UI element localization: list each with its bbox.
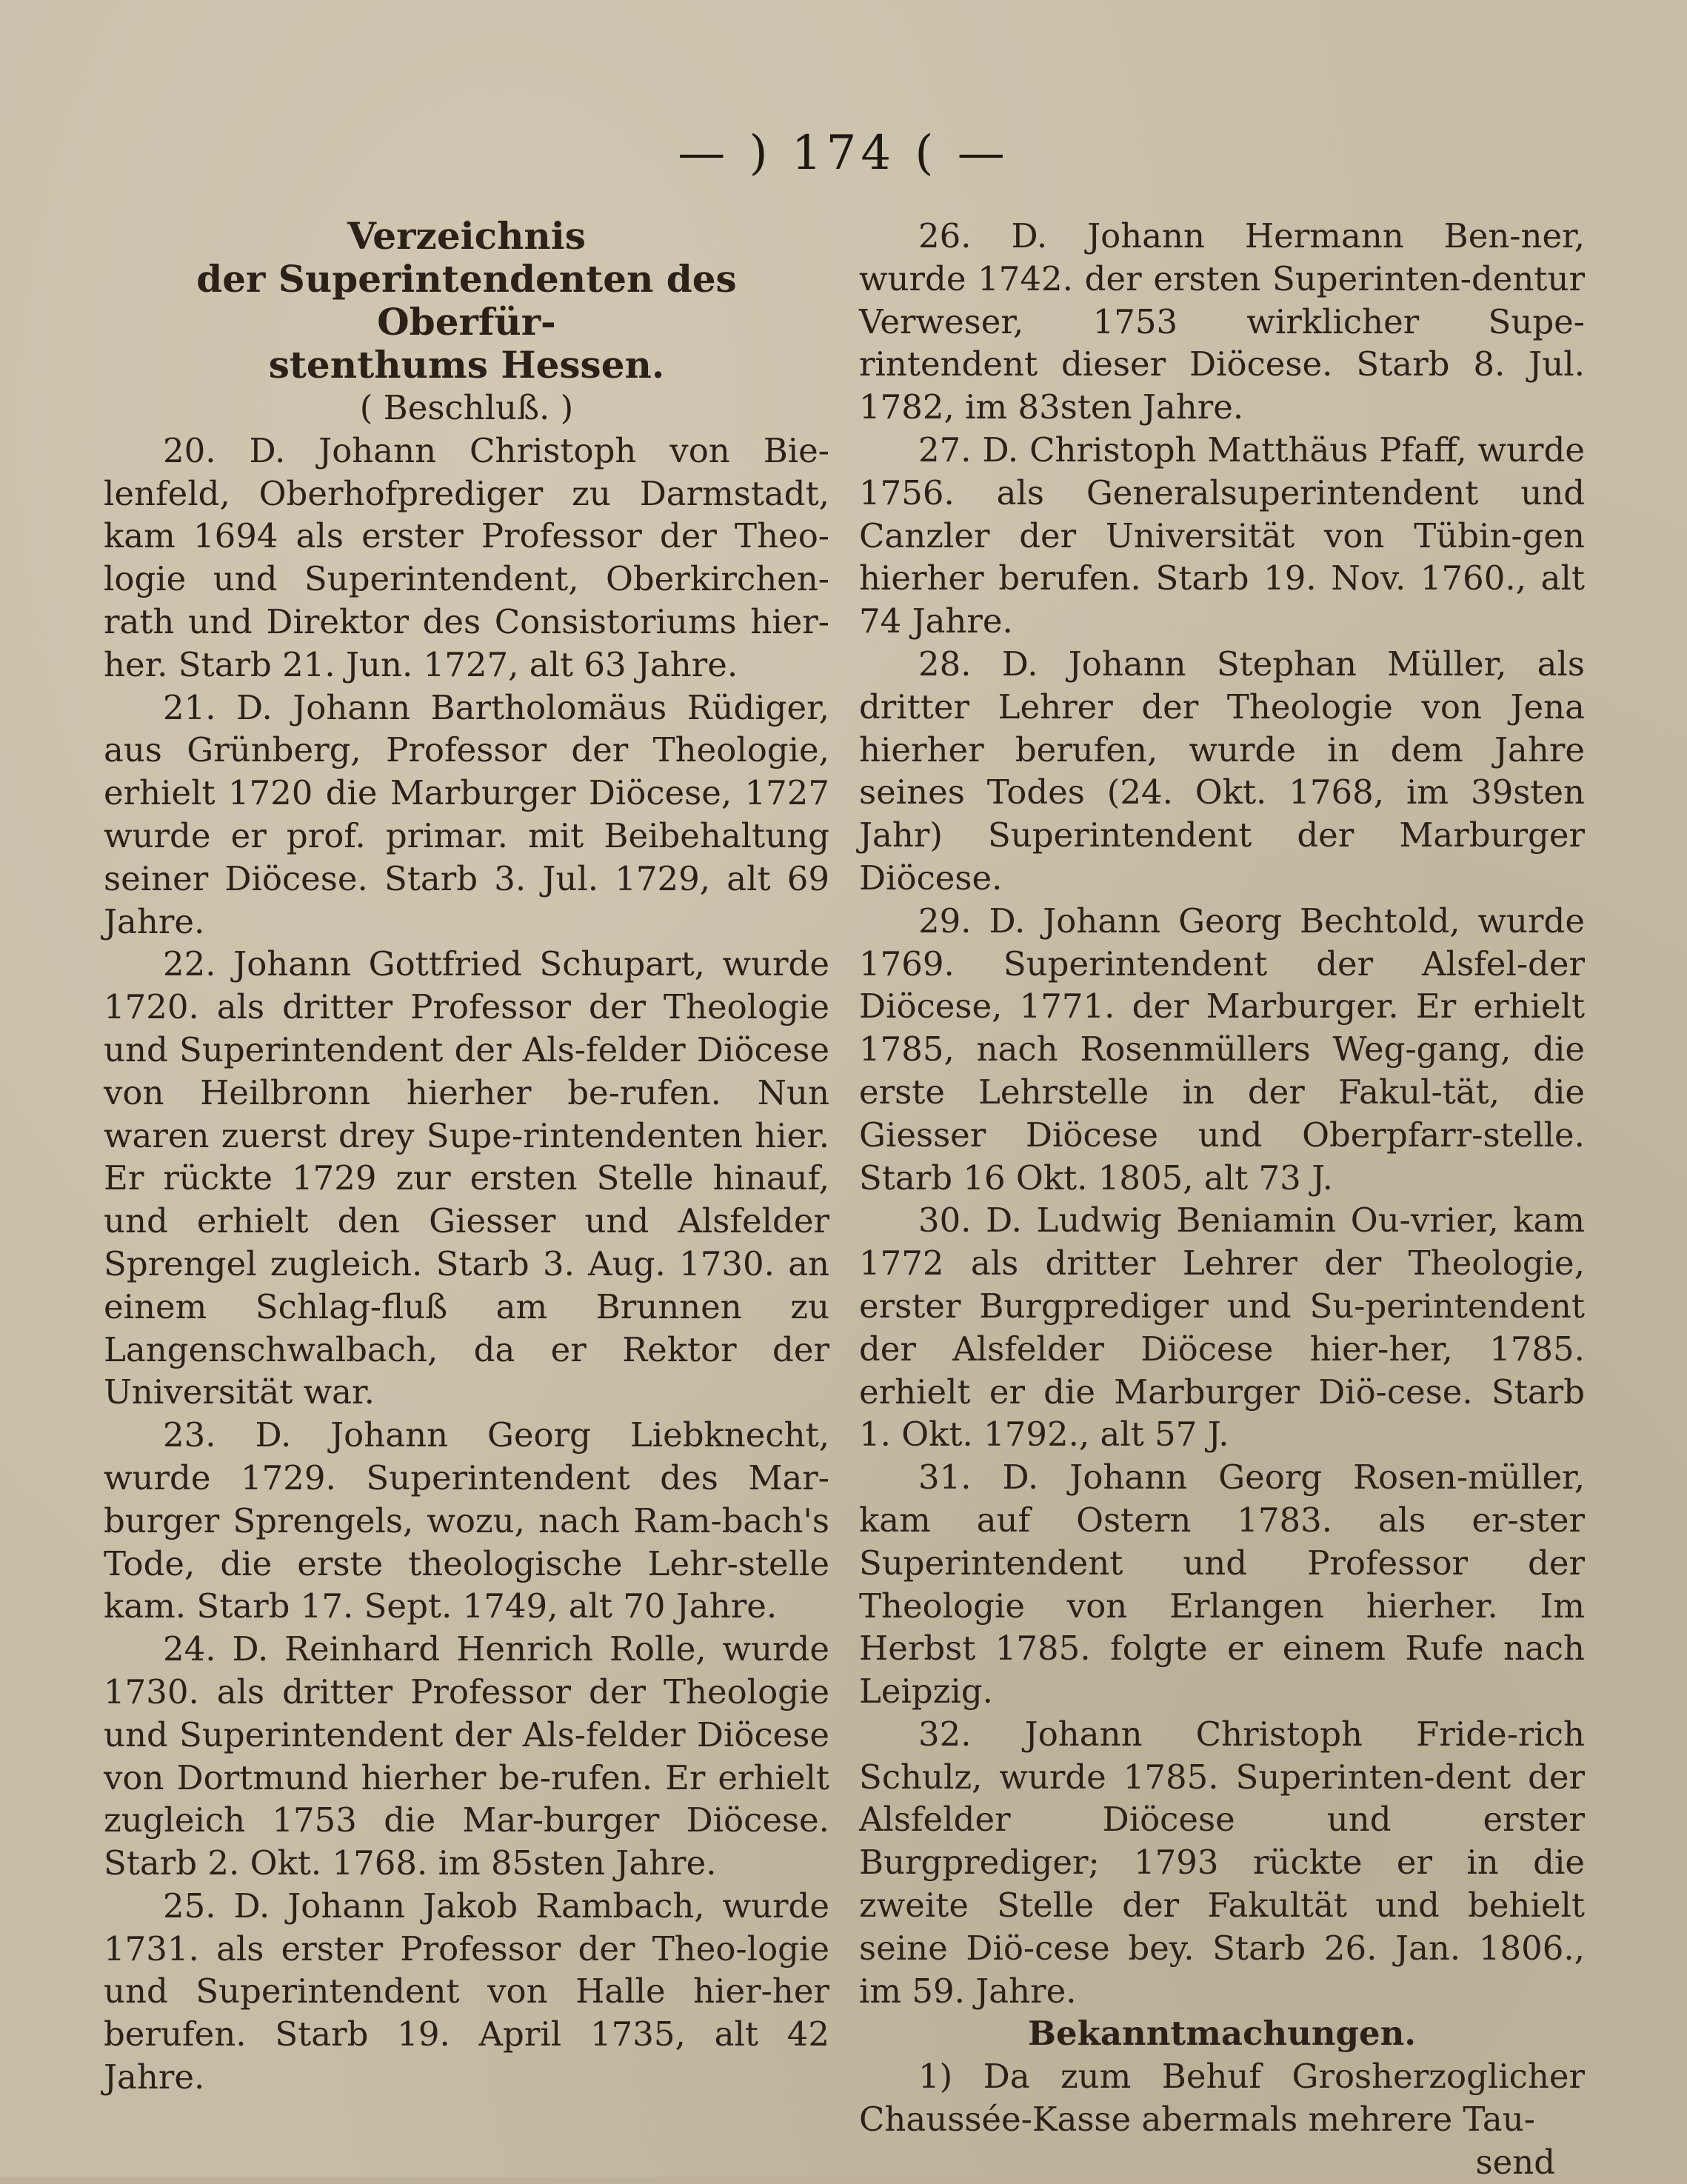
heading-line-1: Verzeichnis <box>347 214 586 258</box>
entry-27: 27. D. Christoph Matthäus Pfaff, wurde 1756. als Generalsuperintendent und Canzler der Universität von Tübin-gen hierher berufen. Starb 19. Nov. 1760., alt 74 Jahre. <box>859 430 1585 641</box>
entry-32: 32. Johann Christoph Fride-rich Schulz, wurde 1785. Superinten-dent der Alsfelder Diöcese und erster Burgprediger; 1793 rückte er in die zweite Stelle der Fakultät und behielt seine Diö-cese bey. Starb 26. Jan. 1806., im 59. Jahre. <box>859 1714 1585 2011</box>
entry-23: 23. D. Johann Georg Liebknecht, wurde 1729. Superintendent des Mar-burger Sprengels, wozu, nach Ram-bach's Tode, die erste theologische Lehr-stelle kam. Starb 17. Sept. 1749, alt 70 Jahre. <box>104 1415 829 1626</box>
right-column <box>859 215 1585 2184</box>
entry-29: 29. D. Johann Georg Bechtold, wurde 1769. Superintendent der Alsfel-der Diöcese, 1771. der Marburger. Er erhielt 1785, nach Rosenmüllers Weg-gang, die erste Lehrstelle in der Fakul-tät, die Giesser Diöcese und Oberpfarr-stelle. Starb 16 Okt. 1805, alt 73 J. <box>859 901 1585 1198</box>
entry-26: 26. D. Johann Hermann Ben-ner, wurde 1742. der ersten Superinten-dentur Verweser, 1753 wirklicher Supe-rintendent dieser Diöcese. Starb 8. Jul. 1782, im 83sten Jahre. <box>859 216 1585 427</box>
announcements-title: Bekanntmachungen. <box>1027 2014 1417 2054</box>
page-number: — ) 174 ( — <box>678 126 1009 181</box>
announcement-1: 1) Da zum Behuf Grosherzoglicher Chaussée-Kasse abermals mehrere Tau- <box>859 2057 1585 2140</box>
catchword: send <box>1475 2142 1555 2182</box>
entry-22: 22. Johann Gottfried Schupart, wurde 1720. als dritter Professor der Theologie und Superintendent der Als-felder Diöcese von Heilbronn hierher be-rufen. Nun waren zuerst drey Supe-rintendenten hier. Er rückte 1729 zur ersten Stelle hinauf, und erhielt den Giesser und Alsfelder Sprengel zugleich. Starb 3. Aug. 1730. an einem Schlag-fluß am Brunnen zu Langenschwalbach, da er Rektor der Universität war. <box>104 944 829 1412</box>
left-column <box>104 215 829 2099</box>
heading-line-2: der Superintendenten des Oberfür- <box>196 257 737 344</box>
entry-24: 24. D. Reinhard Henrich Rolle, wurde 1730. als dritter Professor der Theologie und Superintendent der Als-felder Diöcese von Dortmund hierher be-rufen. Er erhielt zugleich 1753 die Mar-burger Diöcese. Starb 2. Okt. 1768. im 85sten Jahre. <box>104 1629 829 1883</box>
heading-subtitle: ( Beschluß. ) <box>359 388 574 427</box>
entry-31: 31. D. Johann Georg Rosen-müller, kam auf Ostern 1783. als er-ster Superintendent und Professor der Theologie von Erlangen hierher. Im Herbst 1785. folgte er einem Rufe nach Leipzig. <box>859 1457 1585 1712</box>
heading-line-3: stenthums Hessen. <box>268 343 665 387</box>
entry-30: 30. D. Ludwig Beniamin Ou-vrier, kam 1772 als dritter Lehrer der Theologie, erster Burgprediger und Su-perintendent der Alsfelder Diöcese hier-her, 1785. erhielt er die Marburger Diö-cese. Starb 1. Okt. 1792., alt 57 J. <box>859 1200 1585 1455</box>
entry-20: 20. D. Johann Christoph von Bie-lenfeld, Oberhofprediger zu Darmstadt, kam 1694 als erster Professor der Theo-logie und Superintendent, Oberkirchen-rath und Direktor des Consistoriums hier-her. Starb 21. Jun. 1727, alt 63 Jahre. <box>104 430 829 684</box>
entry-21: 21. D. Johann Bartholomäus Rüdiger, aus Grünberg, Professor der Theologie, erhielt 1720 die Marburger Diöcese, 1727 wurde er prof. primar. mit Beibehaltung seiner Diöcese. Starb 3. Jul. 1729, alt 69 Jahre. <box>104 687 829 941</box>
entry-25: 25. D. Johann Jakob Rambach, wurde 1731. als erster Professor der Theo-logie und Superintendent von Halle hier-her berufen. Starb 19. April 1735, alt 42 Jahre. <box>104 1886 829 2097</box>
entry-28: 28. D. Johann Stephan Müller, als dritter Lehrer der Theologie von Jena hierher berufen, wurde in dem Jahre seines Todes (24. Okt. 1768, im 39sten Jahr) Superintendent der Marburger Diöcese. <box>859 644 1585 898</box>
